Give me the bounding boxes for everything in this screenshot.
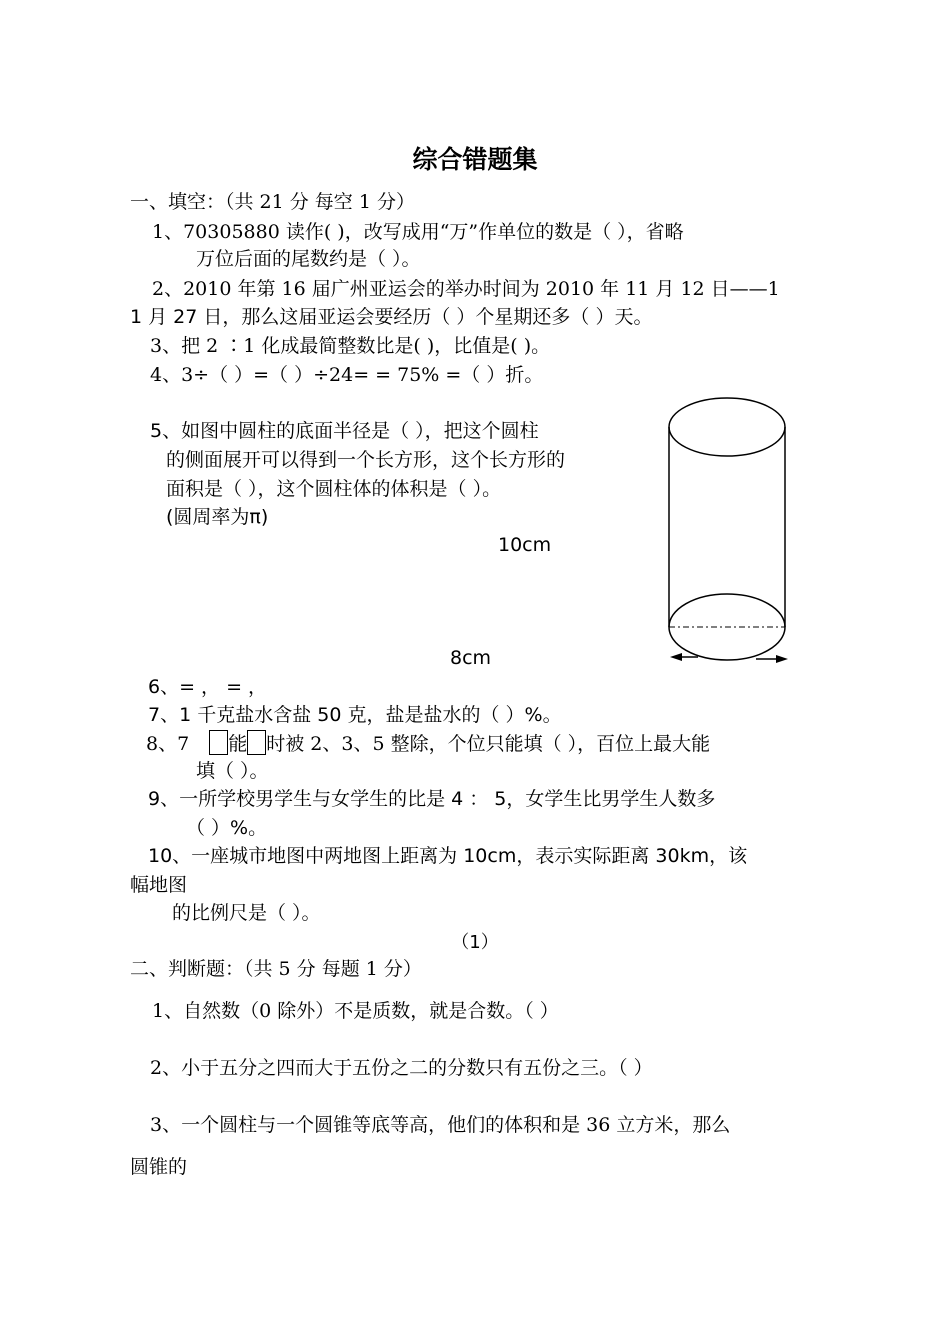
question-2-line2: 1 月 27 日，那么这届亚运会要经历（ ）个星期还多（ ）天。 — [130, 306, 653, 328]
cylinder-top-ellipse — [669, 398, 785, 456]
judge-1: 1、自然数（0 除外）不是质数，就是合数。（ ） — [152, 1000, 559, 1022]
cylinder-figure — [660, 395, 800, 670]
question-1-line1: 1、70305880 读作( )，改写成用“万”作单位的数是（ ），省略 — [152, 221, 684, 243]
section1-heading: 一、填空：（共 21 分 每空 1 分） — [130, 191, 415, 213]
diameter-arrow-right-head — [776, 655, 788, 663]
answer-box-2[interactable] — [247, 730, 266, 755]
page-title: 综合错题集 — [412, 145, 538, 174]
judge-2: 2、小于五分之四而大于五份之二的分数只有五份之三。（ ） — [150, 1057, 653, 1079]
diameter-arrow-left-head — [670, 653, 682, 661]
question-10-line3: 的比例尺是（ ）。 — [172, 902, 321, 924]
question-5-line1: 5、如图中圆柱的底面半径是（ ），把这个圆柱 — [150, 420, 539, 442]
question-2-line1: 2、2010 年第 16 届广州亚运会的举办时间为 2010 年 11 月 12 日——1 — [152, 278, 780, 300]
answer-box-1[interactable] — [209, 730, 228, 755]
question-6: 6、= ， = ， — [148, 676, 268, 698]
question-7: 7、1 千克盐水含盐 50 克，盐是盐水的（ ）%。 — [148, 704, 562, 726]
question-8-mid: 能 — [228, 733, 248, 755]
question-3: 3、把 2 ∶1 化成最简整数比是( )，比值是( )。 — [150, 335, 551, 357]
question-5-line4: (圆周率为π) — [166, 506, 269, 528]
question-5-line2: 的侧面展开可以得到一个长方形，这个长方形的 — [166, 449, 566, 471]
diameter-label: 8cm — [450, 647, 492, 669]
judge-3-line1: 3、一个圆柱与一个圆锥等底等高，他们的体积和是 36 立方米，那么 — [150, 1114, 731, 1136]
question-10-line1: 10、一座城市地图中两地图上距离为 10cm，表示实际距离 30km，该 — [148, 845, 748, 867]
question-8-suffix: 时被 2、3、5 整除，个位只能填（ ），百位上最大能 — [266, 733, 711, 755]
question-8-line1 — [146, 730, 710, 757]
question-9-line1: 9、一所学校男学生与女学生的比是 4 ： 5，女学生比男学生人数多 — [148, 788, 716, 810]
question-4: 4、3÷（ ）=（ ）÷24= = 75% =（ ）折。 — [150, 364, 544, 386]
question-9-line2: （ ）%。 — [186, 817, 268, 839]
question-10-line2: 幅地图 — [130, 874, 188, 896]
section2-heading: 二、判断题：（共 5 分 每题 1 分） — [130, 958, 422, 980]
page-number: （1） — [451, 932, 499, 953]
judge-3-line2: 圆锥的 — [130, 1156, 188, 1178]
question-1-line2: 万位后面的尾数约是（ ）。 — [196, 248, 421, 270]
question-8-line2: 填（ ）。 — [196, 760, 269, 782]
question-8-prefix: 8、7 — [146, 733, 196, 755]
question-5-line3: 面积是（ ），这个圆柱体的体积是（ ）。 — [166, 478, 502, 500]
height-label: 10cm — [498, 534, 552, 556]
